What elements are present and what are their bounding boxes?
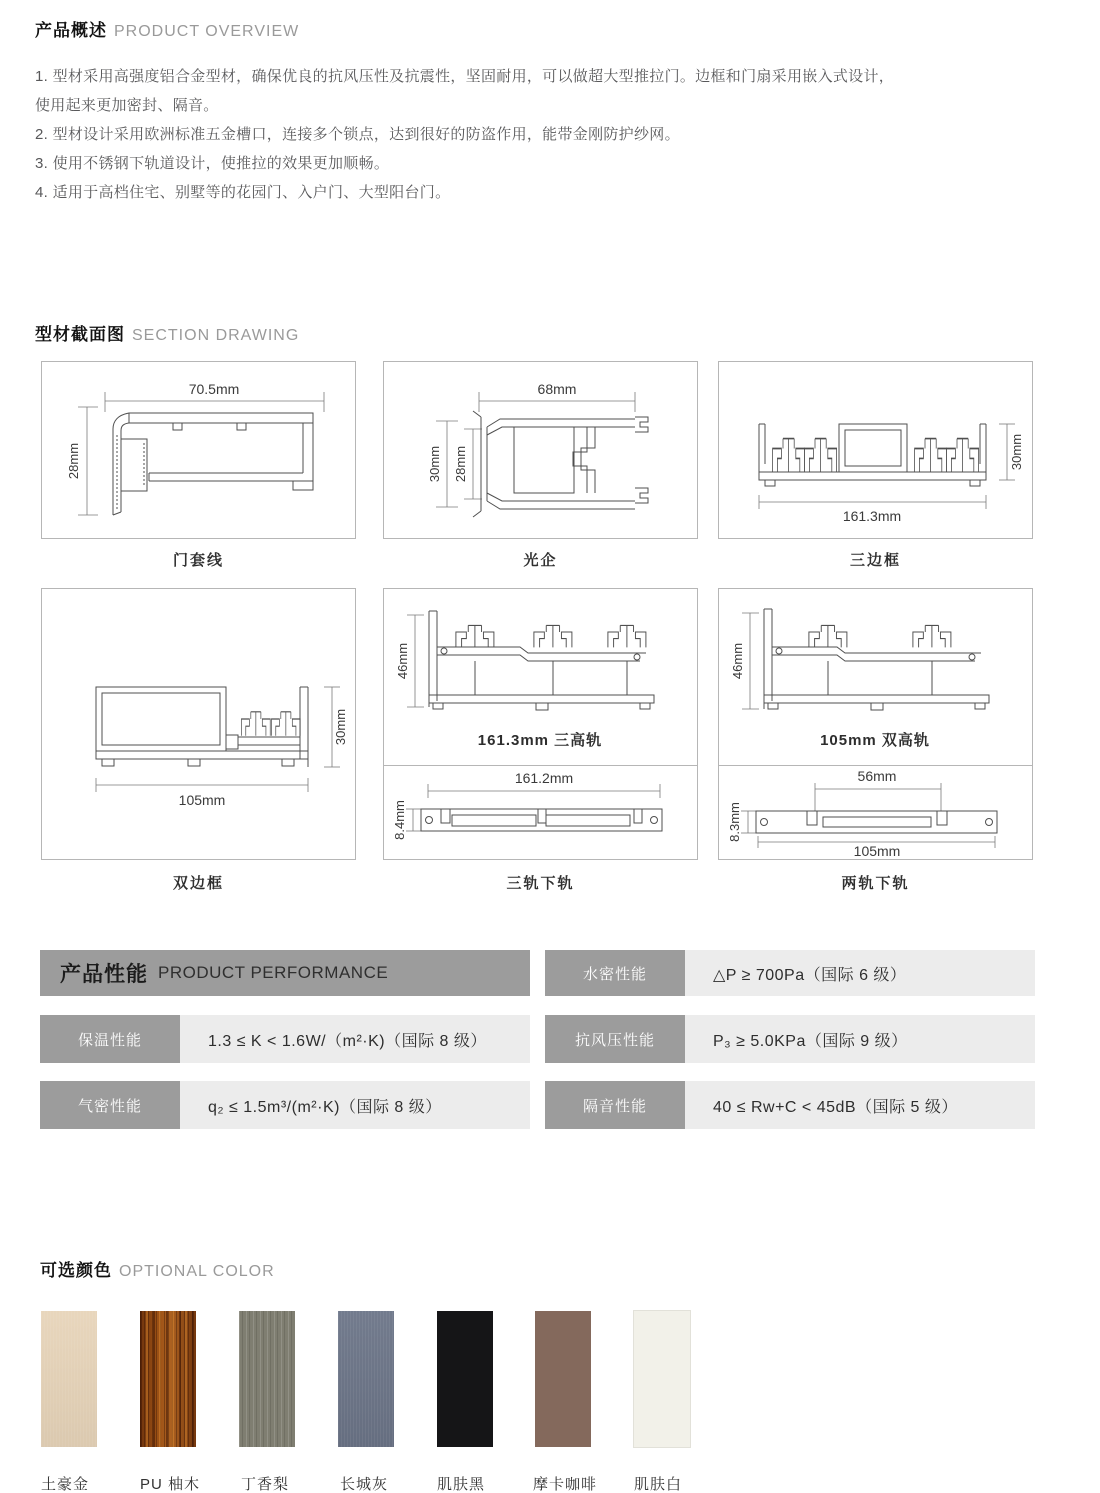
dimension-label: 28mm <box>66 442 81 480</box>
dimension-label: 8.3mm <box>727 802 742 842</box>
overview-line: 使用起来更加密封、隔音。 <box>35 97 219 114</box>
dimension-label: 28mm <box>453 445 468 483</box>
optional-color-title-en: OPTIONAL COLOR <box>119 1263 275 1280</box>
section-drawing-title <box>35 320 299 345</box>
color-swatch-gold <box>41 1311 97 1447</box>
overview-line: 2. 型材设计采用欧洲标准五金槽口，连接多个锁点，达到很好的防盗作用，能带金刚防护纱网。 <box>35 126 680 143</box>
color-swatch-label: 丁香梨 <box>241 1476 290 1493</box>
perf-row-wind-pressure <box>545 1015 1035 1063</box>
perf-value: P₃ ≥ 5.0KPa（国际 9 级） <box>685 1015 1035 1063</box>
perf-label: 隔音性能 <box>545 1081 685 1129</box>
profile-drawing-double-frame <box>42 589 355 859</box>
overview-line: 3. 使用不锈钢下轨道设计，使推拉的效果更加顺畅。 <box>35 155 390 172</box>
profile-drawing-triple-frame <box>719 362 1032 538</box>
profile-outline <box>429 611 654 710</box>
dimension-label: 161.3mm <box>842 508 902 524</box>
drawing-inner-label: 161.3mm 三高轨 <box>477 732 603 749</box>
optional-color-title-zh: 可选颜色 <box>40 1261 112 1280</box>
profile-drawing-triple-high-rail <box>384 589 697 765</box>
perf-row-water-tightness <box>545 950 1035 996</box>
section-drawing-title-en: SECTION DRAWING <box>132 327 300 344</box>
dimension-label: 56mm <box>857 768 897 784</box>
dimension-lines <box>78 392 324 515</box>
overview-paragraph <box>35 62 1055 207</box>
dimension-label: 68mm <box>537 381 577 397</box>
optional-color-title <box>40 1256 275 1281</box>
performance-title-zh: 产品性能 <box>60 963 148 986</box>
perf-value: 1.3 ≤ K < 1.6W/（m²·K)（国际 8 级） <box>180 1015 530 1063</box>
dimension-label: 8.4mm <box>392 800 407 840</box>
dimension-lines <box>406 784 660 831</box>
dimension-label: 161.2mm <box>514 770 574 786</box>
section-drawing-title-zh: 型材截面图 <box>35 325 125 344</box>
dimension-label: 46mm <box>395 642 410 680</box>
performance-title-en: PRODUCT PERFORMANCE <box>158 963 389 982</box>
perf-label: 气密性能 <box>40 1081 180 1129</box>
drawing-caption: 三边框 <box>849 552 901 569</box>
dimension-lines <box>96 687 340 792</box>
profile-drawing-double-bottom-rail <box>719 766 1032 859</box>
dimension-label: 70.5mm <box>188 381 240 397</box>
drawing-caption: 光企 <box>523 552 558 569</box>
drawing-box-triple-frame <box>718 361 1033 539</box>
dimension-label: 30mm <box>333 708 348 746</box>
color-swatch-skin-black <box>437 1311 493 1447</box>
color-swatch-label: 摩卡咖啡 <box>533 1476 598 1493</box>
drawing-box-double-high-rail <box>718 588 1033 766</box>
profile-outline <box>96 687 308 767</box>
perf-value: q₂ ≤ 1.5m³/(m²·K)（国际 8 级） <box>180 1081 530 1129</box>
color-swatch-skin-white <box>634 1311 690 1447</box>
profile-outline <box>473 411 648 517</box>
overview-line: 4. 适用于高档住宅、别墅等的花园门、入户门、大型阳台门。 <box>35 184 451 201</box>
drawing-box-double-frame <box>41 588 356 860</box>
dimension-label: 105mm <box>178 792 226 808</box>
drawing-caption: 门套线 <box>172 552 224 569</box>
color-swatch-label: 肌肤白 <box>634 1476 683 1493</box>
drawing-box-triple-high-rail <box>383 588 698 766</box>
drawing-box-triple-bottom-rail <box>383 765 698 860</box>
profile-outline <box>421 809 662 831</box>
profile-outline <box>113 413 313 515</box>
performance-header <box>40 950 530 996</box>
color-swatch-mocha <box>535 1311 591 1447</box>
perf-row-heat-insulation <box>40 1015 530 1063</box>
perf-label: 保温性能 <box>40 1015 180 1063</box>
perf-value: 40 ≤ Rw+C < 45dB（国际 5 级） <box>685 1081 1035 1129</box>
dimension-label: 105mm <box>853 843 901 859</box>
drawing-box-double-bottom-rail <box>718 765 1033 860</box>
dimension-lines <box>741 783 995 848</box>
color-swatch-pu-teak <box>140 1311 196 1447</box>
dimension-label: 30mm <box>1009 433 1024 471</box>
profile-outline <box>764 609 989 710</box>
profile-outline <box>756 811 997 833</box>
dimension-label: 30mm <box>427 445 442 483</box>
overview-title <box>35 16 299 41</box>
color-swatch-lilac-pear <box>239 1311 295 1447</box>
profile-drawing-double-high-rail <box>719 589 1032 765</box>
perf-row-air-tightness <box>40 1081 530 1129</box>
overview-line: 1. 型材采用高强度铝合金型材，确保优良的抗风压性及抗震性，坚固耐用，可以做超大型推拉门。边框和门扇采用嵌入式设计， <box>35 68 895 85</box>
profile-drawing-interlock <box>384 362 697 538</box>
perf-value: △P ≥ 700Pa（国际 6 级） <box>685 950 1035 996</box>
color-swatch-label: 长城灰 <box>340 1476 389 1493</box>
color-swatch-label: 土豪金 <box>41 1476 90 1493</box>
overview-title-zh: 产品概述 <box>35 21 107 40</box>
drawing-inner-label: 105mm 双高轨 <box>820 732 930 749</box>
color-swatch-label: 肌肤黑 <box>437 1476 486 1493</box>
profile-drawing-triple-bottom-rail <box>384 766 697 859</box>
overview-title-en: PRODUCT OVERVIEW <box>114 23 300 40</box>
perf-label: 抗风压性能 <box>545 1015 685 1063</box>
profile-drawing-door-casing <box>42 362 355 538</box>
drawing-box-interlock <box>383 361 698 539</box>
profile-outline <box>759 424 986 486</box>
color-swatch-label: PU 柚木 <box>140 1476 201 1493</box>
color-swatch-wall-gray <box>338 1311 394 1447</box>
drawing-caption: 双边框 <box>172 875 224 892</box>
drawing-caption: 三轨下轨 <box>506 875 575 892</box>
dimension-label: 46mm <box>730 642 745 680</box>
perf-label: 水密性能 <box>545 950 685 996</box>
drawing-box-door-casing <box>41 361 356 539</box>
perf-row-sound-insulation <box>545 1081 1035 1129</box>
drawing-caption: 两轨下轨 <box>841 875 910 892</box>
